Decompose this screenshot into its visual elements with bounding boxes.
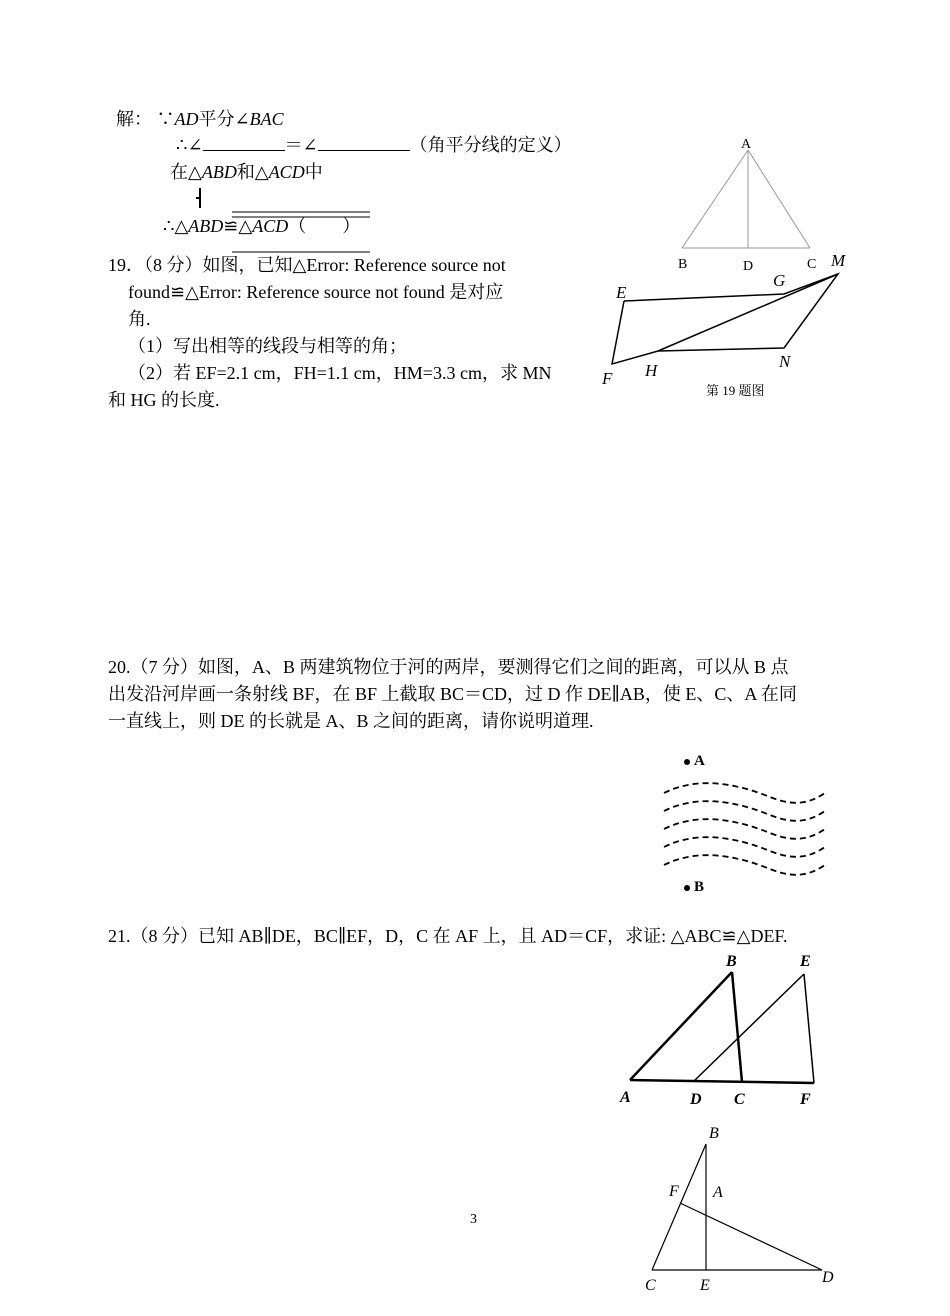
q19-label-n: N	[779, 352, 791, 371]
q20-label-b: B	[694, 879, 705, 895]
bottom-triangle-figure	[636, 1120, 842, 1296]
solution-line-1: 解： ∵AD平分∠BAC	[116, 109, 284, 129]
label-b: B	[678, 257, 688, 272]
label-c: C	[807, 257, 817, 272]
solution-line-2: ∴∠ ＝∠ （角平分线的定义）	[176, 135, 572, 155]
q21-label-a: A	[620, 1089, 631, 1106]
q21-label-c: C	[734, 1091, 745, 1108]
q19-label-g: G	[773, 271, 786, 290]
q19-line-5: （2）若 EF=2.1 cm，FH=1.1 cm，HM=3.3 cm，求 MN	[128, 363, 552, 383]
fig-label-e: E	[700, 1277, 710, 1294]
q19-line-6: 和 HG 的长度.	[108, 390, 220, 410]
label-d: D	[743, 259, 754, 274]
q20-line-2: 出发沿河岸画一条射线 BF，在 BF 上截取 BC＝CD，过 D 作 DE∥AB，使 E、C、A 在同	[108, 684, 797, 704]
fig-label-b: B	[709, 1125, 719, 1142]
q19-line-2: found≌△Error: Reference source not found 是对应	[128, 282, 504, 302]
q19-label-f: F	[602, 369, 613, 388]
q19-line-4: （1）写出相等的线段与相等的角；	[128, 336, 407, 356]
q21-label-b: B	[726, 953, 737, 970]
q20-label-a: A	[694, 753, 705, 769]
page-number: 3	[470, 1212, 477, 1227]
q21-figure	[614, 948, 834, 1110]
q20-line-3: 一直线上，则 DE 的长就是 A、B 之间的距离，请你说明道理.	[108, 711, 594, 731]
q19-line-3: 角.	[128, 309, 151, 329]
q20-line-1: 20.（7 分）如图，A、B 两建筑物位于河的两岸，要测得它们之间的距离，可以从 B 点	[108, 657, 789, 677]
fig-label-a: A	[713, 1184, 723, 1201]
q21-label-f: F	[800, 1091, 811, 1108]
q21-label-d: D	[690, 1091, 702, 1108]
q19-label-h: H	[645, 361, 658, 380]
q19-line-1: 19．（8 分）如图，已知△Error: Reference source not	[108, 255, 506, 275]
label-a: A	[741, 137, 752, 152]
q21-label-e: E	[800, 953, 811, 970]
q19-caption: 第 19 题图	[706, 383, 765, 398]
q21-line-1: 21.（8 分）已知 AB∥DE，BC∥EF，D，C 在 AF 上，且 AD＝CF，求证: △ABC≌△DEF.	[108, 926, 788, 946]
q19-label-m: M	[831, 251, 846, 270]
fig-label-c: C	[645, 1277, 656, 1294]
fig-label-d: D	[822, 1269, 834, 1286]
fig-label-f: F	[669, 1183, 679, 1200]
solution-line-3: 在△ABD和△ACD中	[170, 162, 323, 182]
q19-label-e: E	[616, 283, 627, 302]
q20-river-figure	[660, 745, 835, 895]
solution-line-5: ∴△ABD≌△ACD（ ）	[163, 216, 361, 236]
q19-figure	[598, 248, 858, 403]
